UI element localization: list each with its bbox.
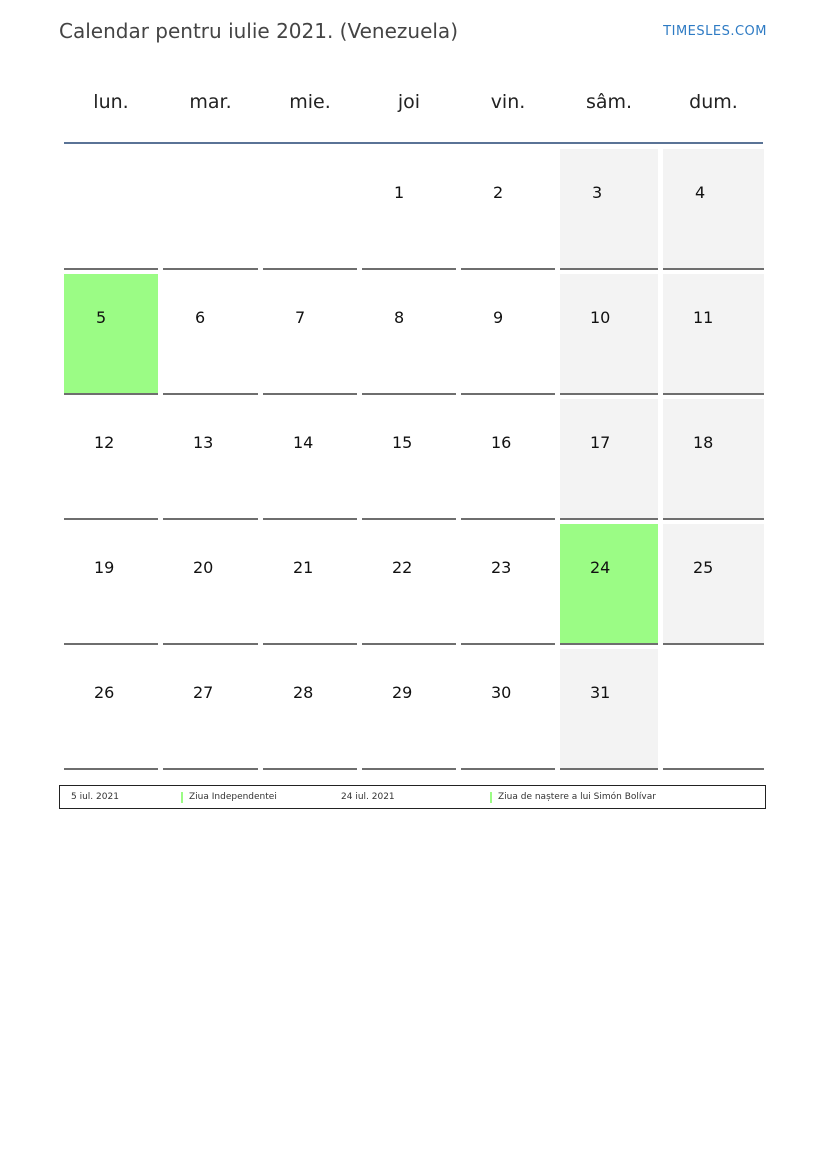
- calendar-day-cell[interactable]: [560, 274, 658, 395]
- weekday-thu: joi: [397, 91, 421, 113]
- weekday-wed: mie.: [289, 91, 331, 113]
- calendar-day-cell[interactable]: [461, 649, 555, 770]
- legend-holiday-name: Ziua Independentei: [189, 792, 277, 802]
- day-number: 5: [96, 308, 107, 327]
- calendar-day-cell[interactable]: [362, 649, 456, 770]
- calendar-holiday-cell[interactable]: [64, 274, 158, 395]
- calendar-week-row: [64, 649, 763, 774]
- day-number: 21: [293, 558, 314, 577]
- legend-date: 5 iul. 2021: [71, 792, 119, 802]
- calendar-day-cell[interactable]: [461, 524, 555, 645]
- holiday-legend: [59, 785, 766, 809]
- calendar-day-cell[interactable]: [461, 274, 555, 395]
- calendar-day-cell[interactable]: [560, 399, 658, 520]
- calendar-weeks: [64, 149, 763, 774]
- calendar-day-cell[interactable]: [163, 649, 258, 770]
- day-number: 8: [394, 308, 405, 327]
- day-number: 29: [392, 683, 413, 702]
- day-number: 28: [293, 683, 314, 702]
- day-number: 17: [590, 433, 611, 452]
- calendar-empty-cell: [663, 649, 764, 770]
- calendar-empty-cell: [64, 149, 158, 270]
- calendar-day-cell[interactable]: [64, 399, 158, 520]
- day-number: 24: [590, 558, 611, 577]
- day-number: 2: [493, 183, 504, 202]
- day-number: 27: [193, 683, 214, 702]
- day-number: 30: [491, 683, 512, 702]
- calendar-day-cell[interactable]: [263, 649, 357, 770]
- calendar-day-cell[interactable]: [663, 524, 764, 645]
- calendar-empty-cell: [263, 149, 357, 270]
- calendar-day-cell[interactable]: [362, 274, 456, 395]
- calendar-day-cell[interactable]: [560, 649, 658, 770]
- day-number: 18: [693, 433, 714, 452]
- page-title: Calendar pentru iulie 2021. (Venezuela): [59, 19, 458, 43]
- calendar-day-cell[interactable]: [362, 524, 456, 645]
- day-number: 6: [195, 308, 206, 327]
- weekday-sun: dum.: [689, 91, 738, 113]
- legend-date: 24 iul. 2021: [341, 792, 395, 802]
- day-number: 3: [592, 183, 603, 202]
- day-number: 23: [491, 558, 512, 577]
- day-number: 9: [493, 308, 504, 327]
- day-number: 26: [94, 683, 115, 702]
- day-number: 10: [590, 308, 611, 327]
- weekday-fri: vin.: [490, 91, 526, 113]
- calendar-day-cell[interactable]: [64, 649, 158, 770]
- calendar-day-cell[interactable]: [663, 274, 764, 395]
- calendar-week-row: [64, 149, 763, 274]
- calendar-empty-cell: [163, 149, 258, 270]
- weekday-tue: mar.: [189, 91, 232, 113]
- day-number: 25: [693, 558, 714, 577]
- calendar-day-cell[interactable]: [663, 149, 764, 270]
- calendar-day-cell[interactable]: [263, 399, 357, 520]
- legend-color-swatch: [490, 792, 492, 803]
- calendar-day-cell[interactable]: [64, 524, 158, 645]
- day-number: 20: [193, 558, 214, 577]
- calendar-day-cell[interactable]: [663, 399, 764, 520]
- calendar-day-cell[interactable]: [461, 149, 555, 270]
- calendar-day-cell[interactable]: [362, 149, 456, 270]
- legend-holiday-name: Ziua de naștere a lui Simón Bolívar: [498, 792, 656, 802]
- weekday-sat: sâm.: [585, 91, 633, 113]
- calendar-grid: [64, 80, 763, 774]
- calendar-week-row: [64, 524, 763, 649]
- day-number: 12: [94, 433, 115, 452]
- calendar-day-cell[interactable]: [560, 149, 658, 270]
- day-number: 13: [193, 433, 214, 452]
- calendar-day-cell[interactable]: [163, 399, 258, 520]
- calendar-day-cell[interactable]: [461, 399, 555, 520]
- brand-link[interactable]: TIMESLES.COM: [663, 24, 767, 39]
- calendar-day-cell[interactable]: [163, 274, 258, 395]
- day-number: 4: [695, 183, 706, 202]
- day-number: 11: [693, 308, 714, 327]
- legend-color-swatch: [181, 792, 183, 803]
- weekday-header: [64, 80, 763, 144]
- day-number: 31: [590, 683, 611, 702]
- day-number: 14: [293, 433, 314, 452]
- day-number: 15: [392, 433, 413, 452]
- day-number: 19: [94, 558, 115, 577]
- day-number: 22: [392, 558, 413, 577]
- weekday-mon: lun.: [93, 91, 129, 113]
- calendar-holiday-cell[interactable]: [560, 524, 658, 645]
- calendar-day-cell[interactable]: [263, 274, 357, 395]
- day-number: 16: [491, 433, 512, 452]
- calendar-day-cell[interactable]: [163, 524, 258, 645]
- day-number: 1: [394, 183, 405, 202]
- day-number: 7: [295, 308, 306, 327]
- calendar-day-cell[interactable]: [362, 399, 456, 520]
- calendar-week-row: [64, 274, 763, 399]
- calendar-week-row: [64, 399, 763, 524]
- calendar-day-cell[interactable]: [263, 524, 357, 645]
